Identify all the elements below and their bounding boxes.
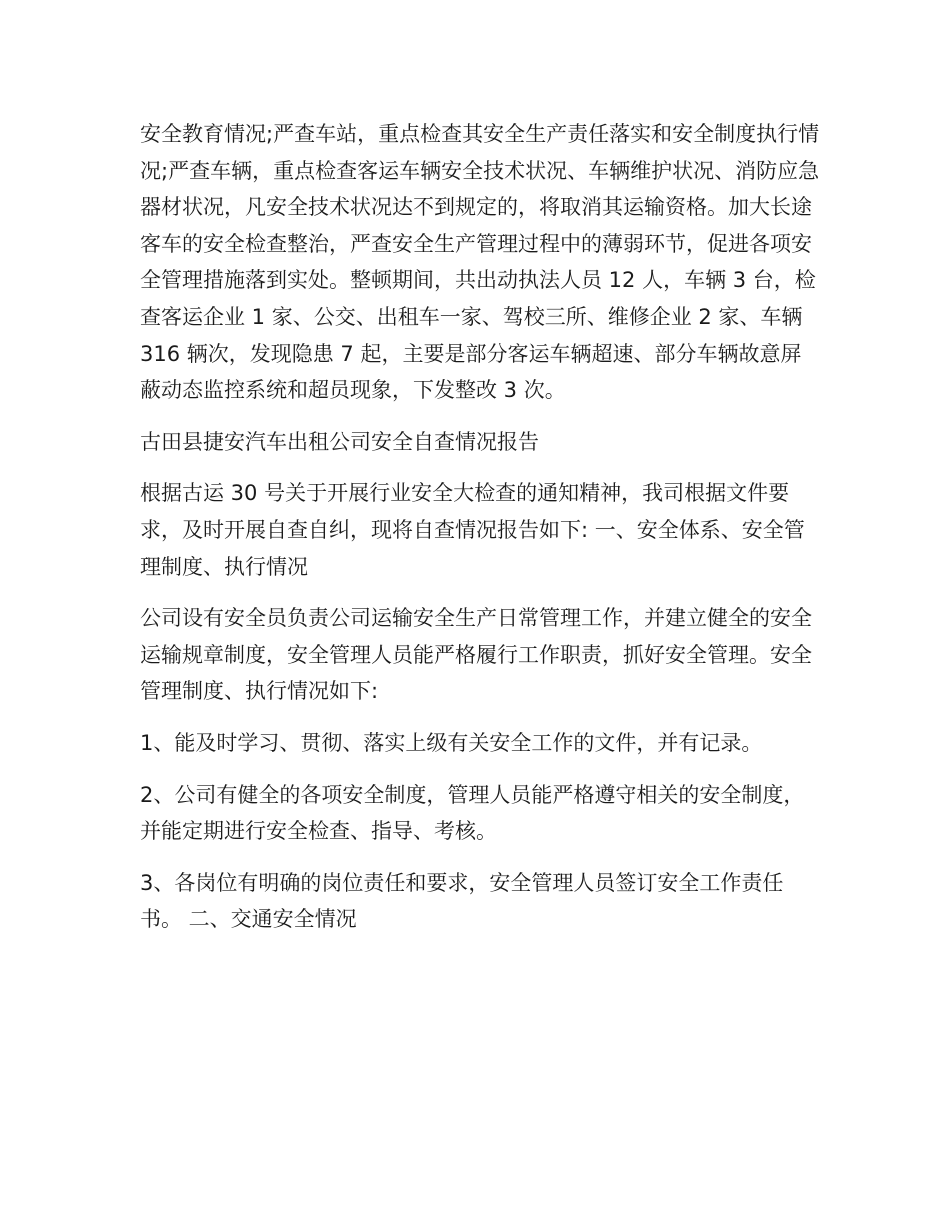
- paragraph-company-safety-staff: 公司设有安全员负责公司运输安全生产日常管理工作，并建立健全的安全运输规章制度，安全管理人员能严格履行工作职责，抓好安全管理。安全管理制度、执行情况如下:: [140, 606, 812, 704]
- list-item-2: 2、公司有健全的各项安全制度，管理人员能严格遵守相关的安全制度，并能定期进行安全检查、指导、考核。: [140, 782, 805, 844]
- list-item-3: 3、各岗位有明确的岗位责任和要求，安全管理人员签订安全工作责任书。 二、交通安全情况: [140, 870, 784, 932]
- report-title: 古田县捷安汽车出租公司安全自查情况报告: [140, 429, 539, 454]
- paragraph-safety-inspection-summary: 安全教育情况;严查车站，重点检查其安全生产责任落实和安全制度执行情况;严查车辆，重点检查客运车辆安全技术状况、车辆维护状况、消防应急器材状况，凡安全技术状况达不到规定的，将取消其运输资格。加大长途客车的安全检查整治，严查安全生产管理过程中的薄弱环节，促进各项安全管理措施落到实处。整顿期间，共出动执法人员 12 人，车辆 3 台，检查客运企业 1 家、公交、出租车一家、驾校三所、维修企业 2 家、车辆 316 辆次，发现隐患 7 起，主要是部分客运车辆超速、部分车辆故意屏蔽动态监控系统和超员现象，下发整改 3 次。: [140, 122, 820, 403]
- list-item-1: 1、能及时学习、贯彻、落实上级有关安全工作的文件，并有记录。: [140, 730, 763, 755]
- document-body: [140, 116, 820, 953]
- paragraph-report-intro: 根据古运 30 号关于开展行业安全大检查的通知精神，我司根据文件要求，及时开展自查自纠，现将自查情况报告如下: 一、安全体系、安全管理制度、执行情况: [140, 481, 805, 579]
